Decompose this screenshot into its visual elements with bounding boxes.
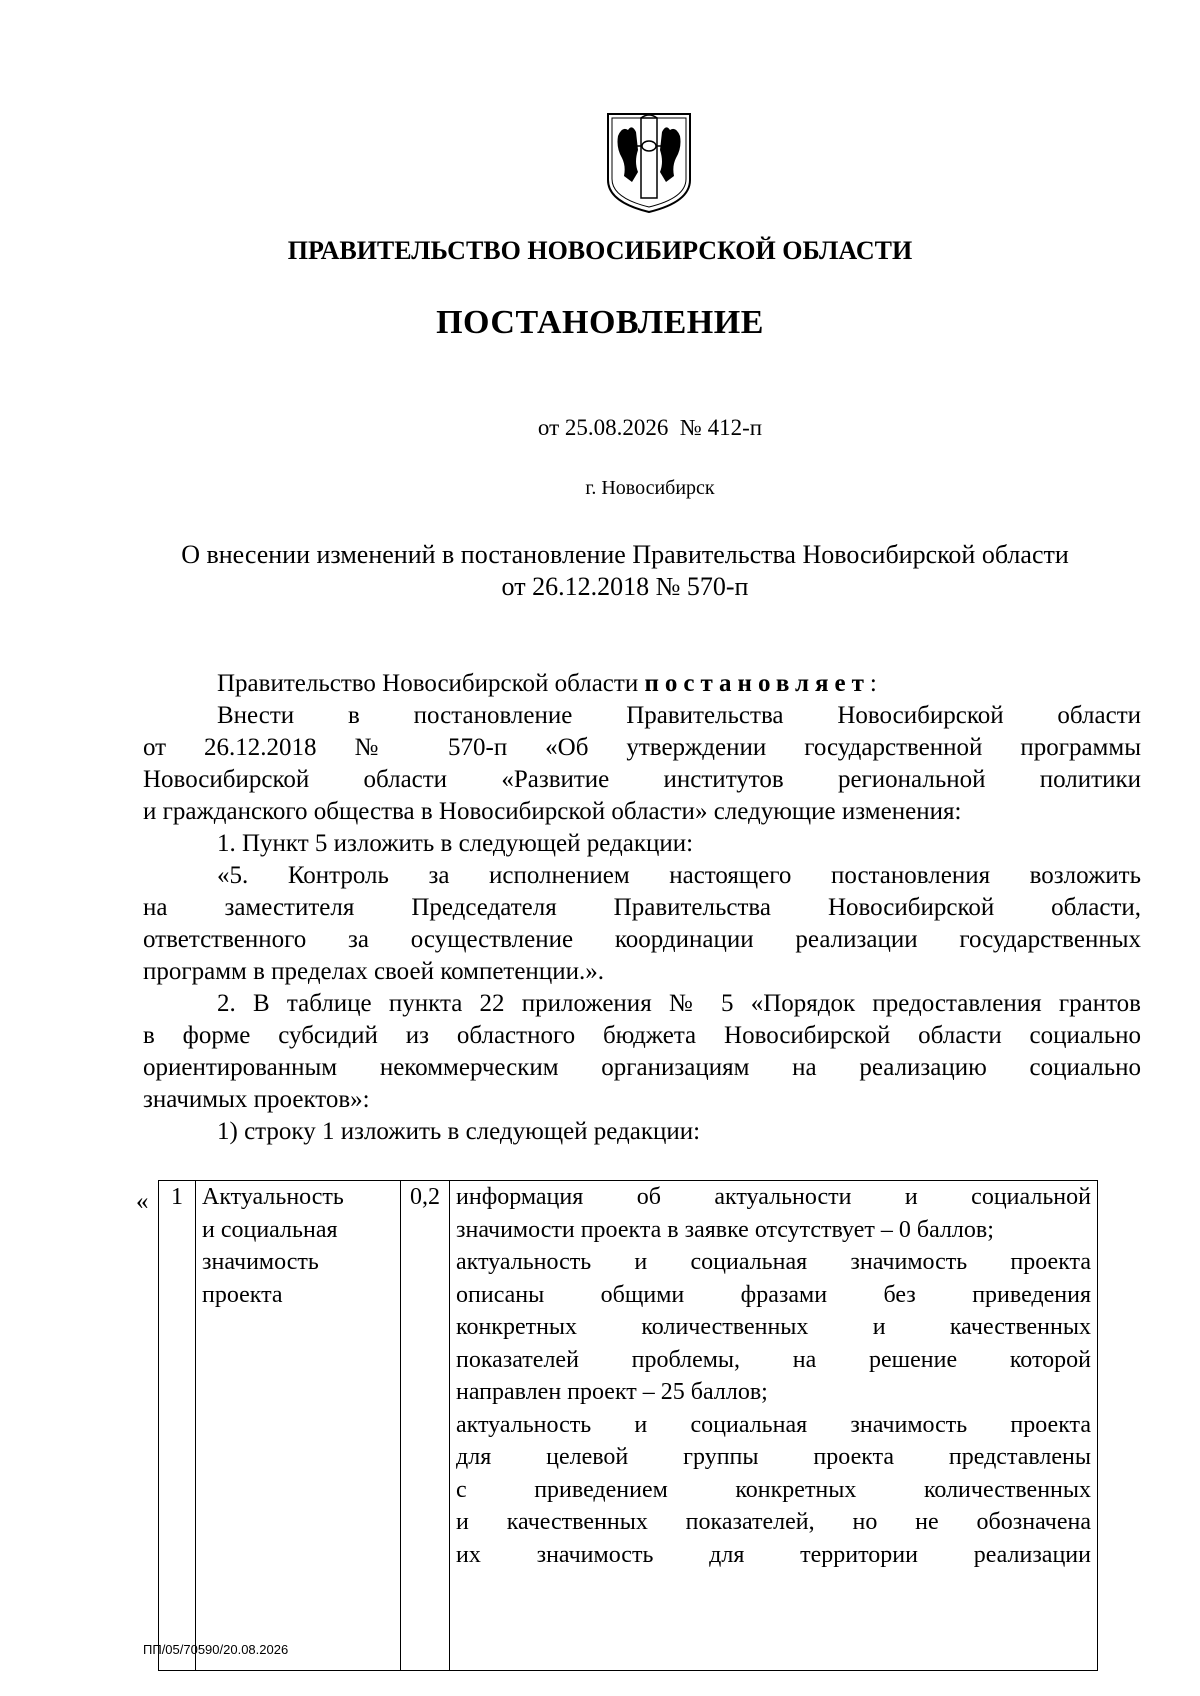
item-2-line: ориентированным некоммерческим организациям на реализацию социально <box>143 1054 1141 1081</box>
criterion-line: Актуальность <box>202 1184 344 1210</box>
document-date-number: от 25.08.2026 № 412-п <box>537 415 763 440</box>
item-2-line: 2. В таблице пункта 22 приложения № 5 «Порядок предоставления грантов <box>217 990 1141 1017</box>
criterion-line: и социальная <box>202 1216 338 1243</box>
quote-line: на заместителя Председателя Правительства Новосибирской области, <box>143 894 1141 921</box>
subject-line-2: от 26.12.2018 № 570-п <box>501 572 749 601</box>
decree-colon: : <box>869 670 877 697</box>
organization-name: ПРАВИТЕЛЬСТВО НОВОСИБИРСКОЙ ОБЛАСТИ <box>287 236 913 265</box>
paragraph-line: Внести в постановление Правительства Новосибирской области <box>217 702 1141 729</box>
document-footer-code: ПП/05/70590/20.08.2026 <box>143 1642 289 1657</box>
table-open-quote: « <box>136 1188 149 1215</box>
document-subject <box>100 539 1150 603</box>
description-line: конкретных количественных и качественных <box>456 1314 1091 1340</box>
document-type: ПОСТАНОВЛЕНИЕ <box>436 304 764 341</box>
sub-item-1: 1) строку 1 изложить в следующей редакции: <box>217 1118 701 1145</box>
description-line: актуальность и социальная значимость проекта <box>456 1249 1091 1275</box>
description-line: значимости проекта в заявке отсутствует – 0 баллов; <box>456 1216 994 1243</box>
criterion-line: проекта <box>202 1281 283 1308</box>
decree-word: постановляет <box>644 670 870 697</box>
criterion-line: значимость <box>202 1249 319 1275</box>
decree-clause <box>143 668 1141 700</box>
description-line: направлен проект – 25 баллов; <box>456 1379 768 1405</box>
description-line: показателей проблемы, на решение которой <box>456 1346 1091 1373</box>
item-2-line: в форме субсидий из областного бюджета Новосибирской области социально <box>143 1022 1141 1049</box>
description-cell <box>450 1181 1098 1671</box>
quote-line: программ в пределах своей компетенции.». <box>143 958 604 985</box>
weight-cell: 0,2 <box>401 1181 450 1671</box>
row-number: 1 <box>159 1181 196 1671</box>
criterion-cell <box>196 1181 401 1671</box>
decree-intro: Правительство Новосибирской области <box>217 670 639 697</box>
description-line: актуальность и социальная значимость проекта <box>456 1411 1091 1438</box>
criteria-table <box>158 1180 1098 1671</box>
paragraph-line: и гражданского общества в Новосибирской области» следующие изменения: <box>143 798 962 825</box>
document-city: г. Новосибирск <box>585 477 715 499</box>
description-line: с приведением конкретных количественных <box>456 1476 1091 1503</box>
quote-line: ответственного за осуществление координации реализации государственных <box>143 926 1141 953</box>
item-1: 1. Пункт 5 изложить в следующей редакции: <box>217 830 694 857</box>
description-line: их значимость для территории реализации <box>456 1541 1091 1568</box>
description-line: и качественных показателей, но не обозначена <box>456 1509 1091 1535</box>
description-line: информация об актуальности и социальной <box>456 1184 1091 1210</box>
paragraph-line: Новосибирской области «Развитие институтов региональной политики <box>143 766 1141 793</box>
coat-of-arms-emblem <box>604 110 694 214</box>
description-line: описаны общими фразами без приведения <box>456 1281 1091 1308</box>
table-row <box>159 1181 1098 1671</box>
subject-line-1: О внесении изменений в постановление Правительства Новосибирской области <box>181 540 1069 569</box>
document-body <box>143 668 1141 1148</box>
paragraph-line: от 26.12.2018 № 570-п «Об утверждении государственной программы <box>143 734 1141 761</box>
description-line: для целевой группы проекта представлены <box>456 1444 1091 1470</box>
quote-line: «5. Контроль за исполнением настоящего постановления возложить <box>217 862 1141 889</box>
item-2-line: значимых проектов»: <box>143 1086 370 1113</box>
